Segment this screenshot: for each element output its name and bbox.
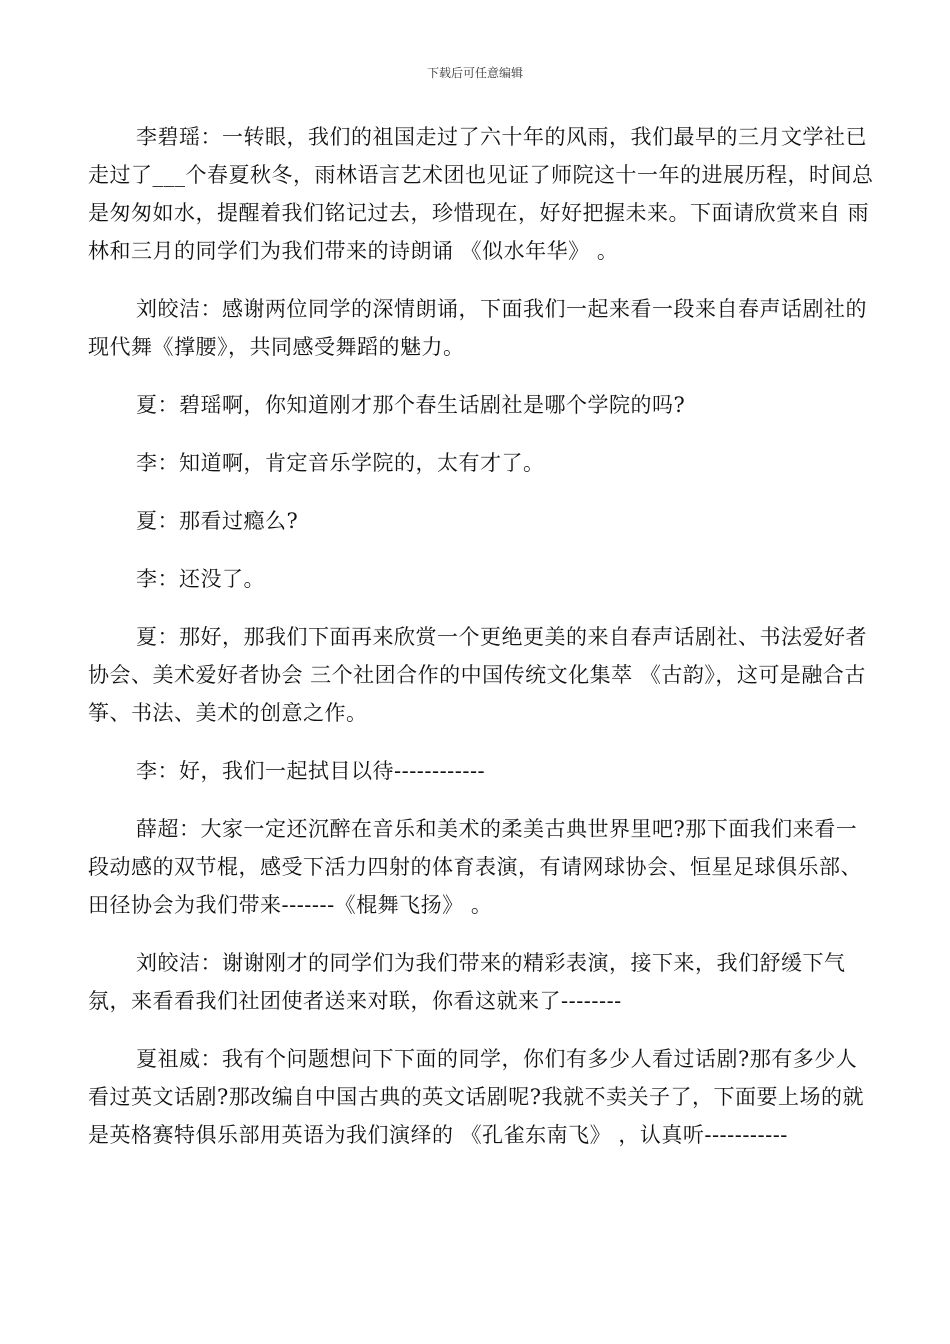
paragraph-10: 刘皎洁：谢谢刚才的同学们为我们带来的精彩表演，接下来，我们舒缓下气氛，来看看我们社团使者送来对联，你看这就来了-------- — [88, 951, 846, 1013]
page-header: 下载后可任意编辑 — [426, 66, 523, 80]
paragraph-3: 夏：碧瑶啊，你知道刚才那个春生话剧社是哪个学院的吗? — [136, 393, 686, 417]
document-body — [88, 118, 878, 1174]
paragraph-11: 夏祖威：我有个问题想问下下面的同学，你们有多少人看过话剧?那有多少人看过英文话剧?那改编自中国古典的英文话剧呢?我就不卖关子了，下面要上场的就是英格赛特俱乐部用英语为我们演绎的 《孔雀东南飞》 ，认真听----------- — [88, 1047, 865, 1147]
paragraph-7: 夏：那好，那我们下面再来欣赏一个更绝更美的来自春声话剧社、书法爱好者协会、美术爱好者协会 三个社团合作的中国传统文化集萃 《古韵》，这可是融合古筝、书法、美术的创意之作。 — [88, 625, 867, 725]
paragraph-1: 李碧瑶：一转眼，我们的祖国走过了六十年的风雨，我们最早的三月文学社已走过了___个春夏秋冬，雨林语言艺术团也见证了师院这十一年的进展历程，时间总是匆匆如水，提醒着我们铭记过去，珍惜现在，好好把握未来。下面请欣赏来自 雨林和三月的同学们为我们带来的诗朗诵 《似水年华》 。 — [88, 125, 874, 263]
paragraph-6: 李：还没了。 — [136, 567, 265, 591]
paragraph-2: 刘皎洁：感谢两位同学的深情朗诵，下面我们一起来看一段来自春声话剧社的现代舞《撑腰》，共同感受舞蹈的魅力。 — [88, 297, 867, 359]
paragraph-5: 夏：那看过瘾么? — [136, 509, 299, 533]
paragraph-9: 薛超：大家一定还沉醉在音乐和美术的柔美古典世界里吧?那下面我们来看一段动感的双节棍，感受下活力四射的体育表演，有请网球协会、恒星足球俱乐部、田径协会为我们带来-------《棍舞飞扬》 。 — [88, 817, 862, 917]
paragraph-8: 李：好，我们一起拭目以待------------ — [136, 759, 486, 783]
paragraph-4: 李：知道啊，肯定音乐学院的，太有才了。 — [136, 451, 545, 475]
